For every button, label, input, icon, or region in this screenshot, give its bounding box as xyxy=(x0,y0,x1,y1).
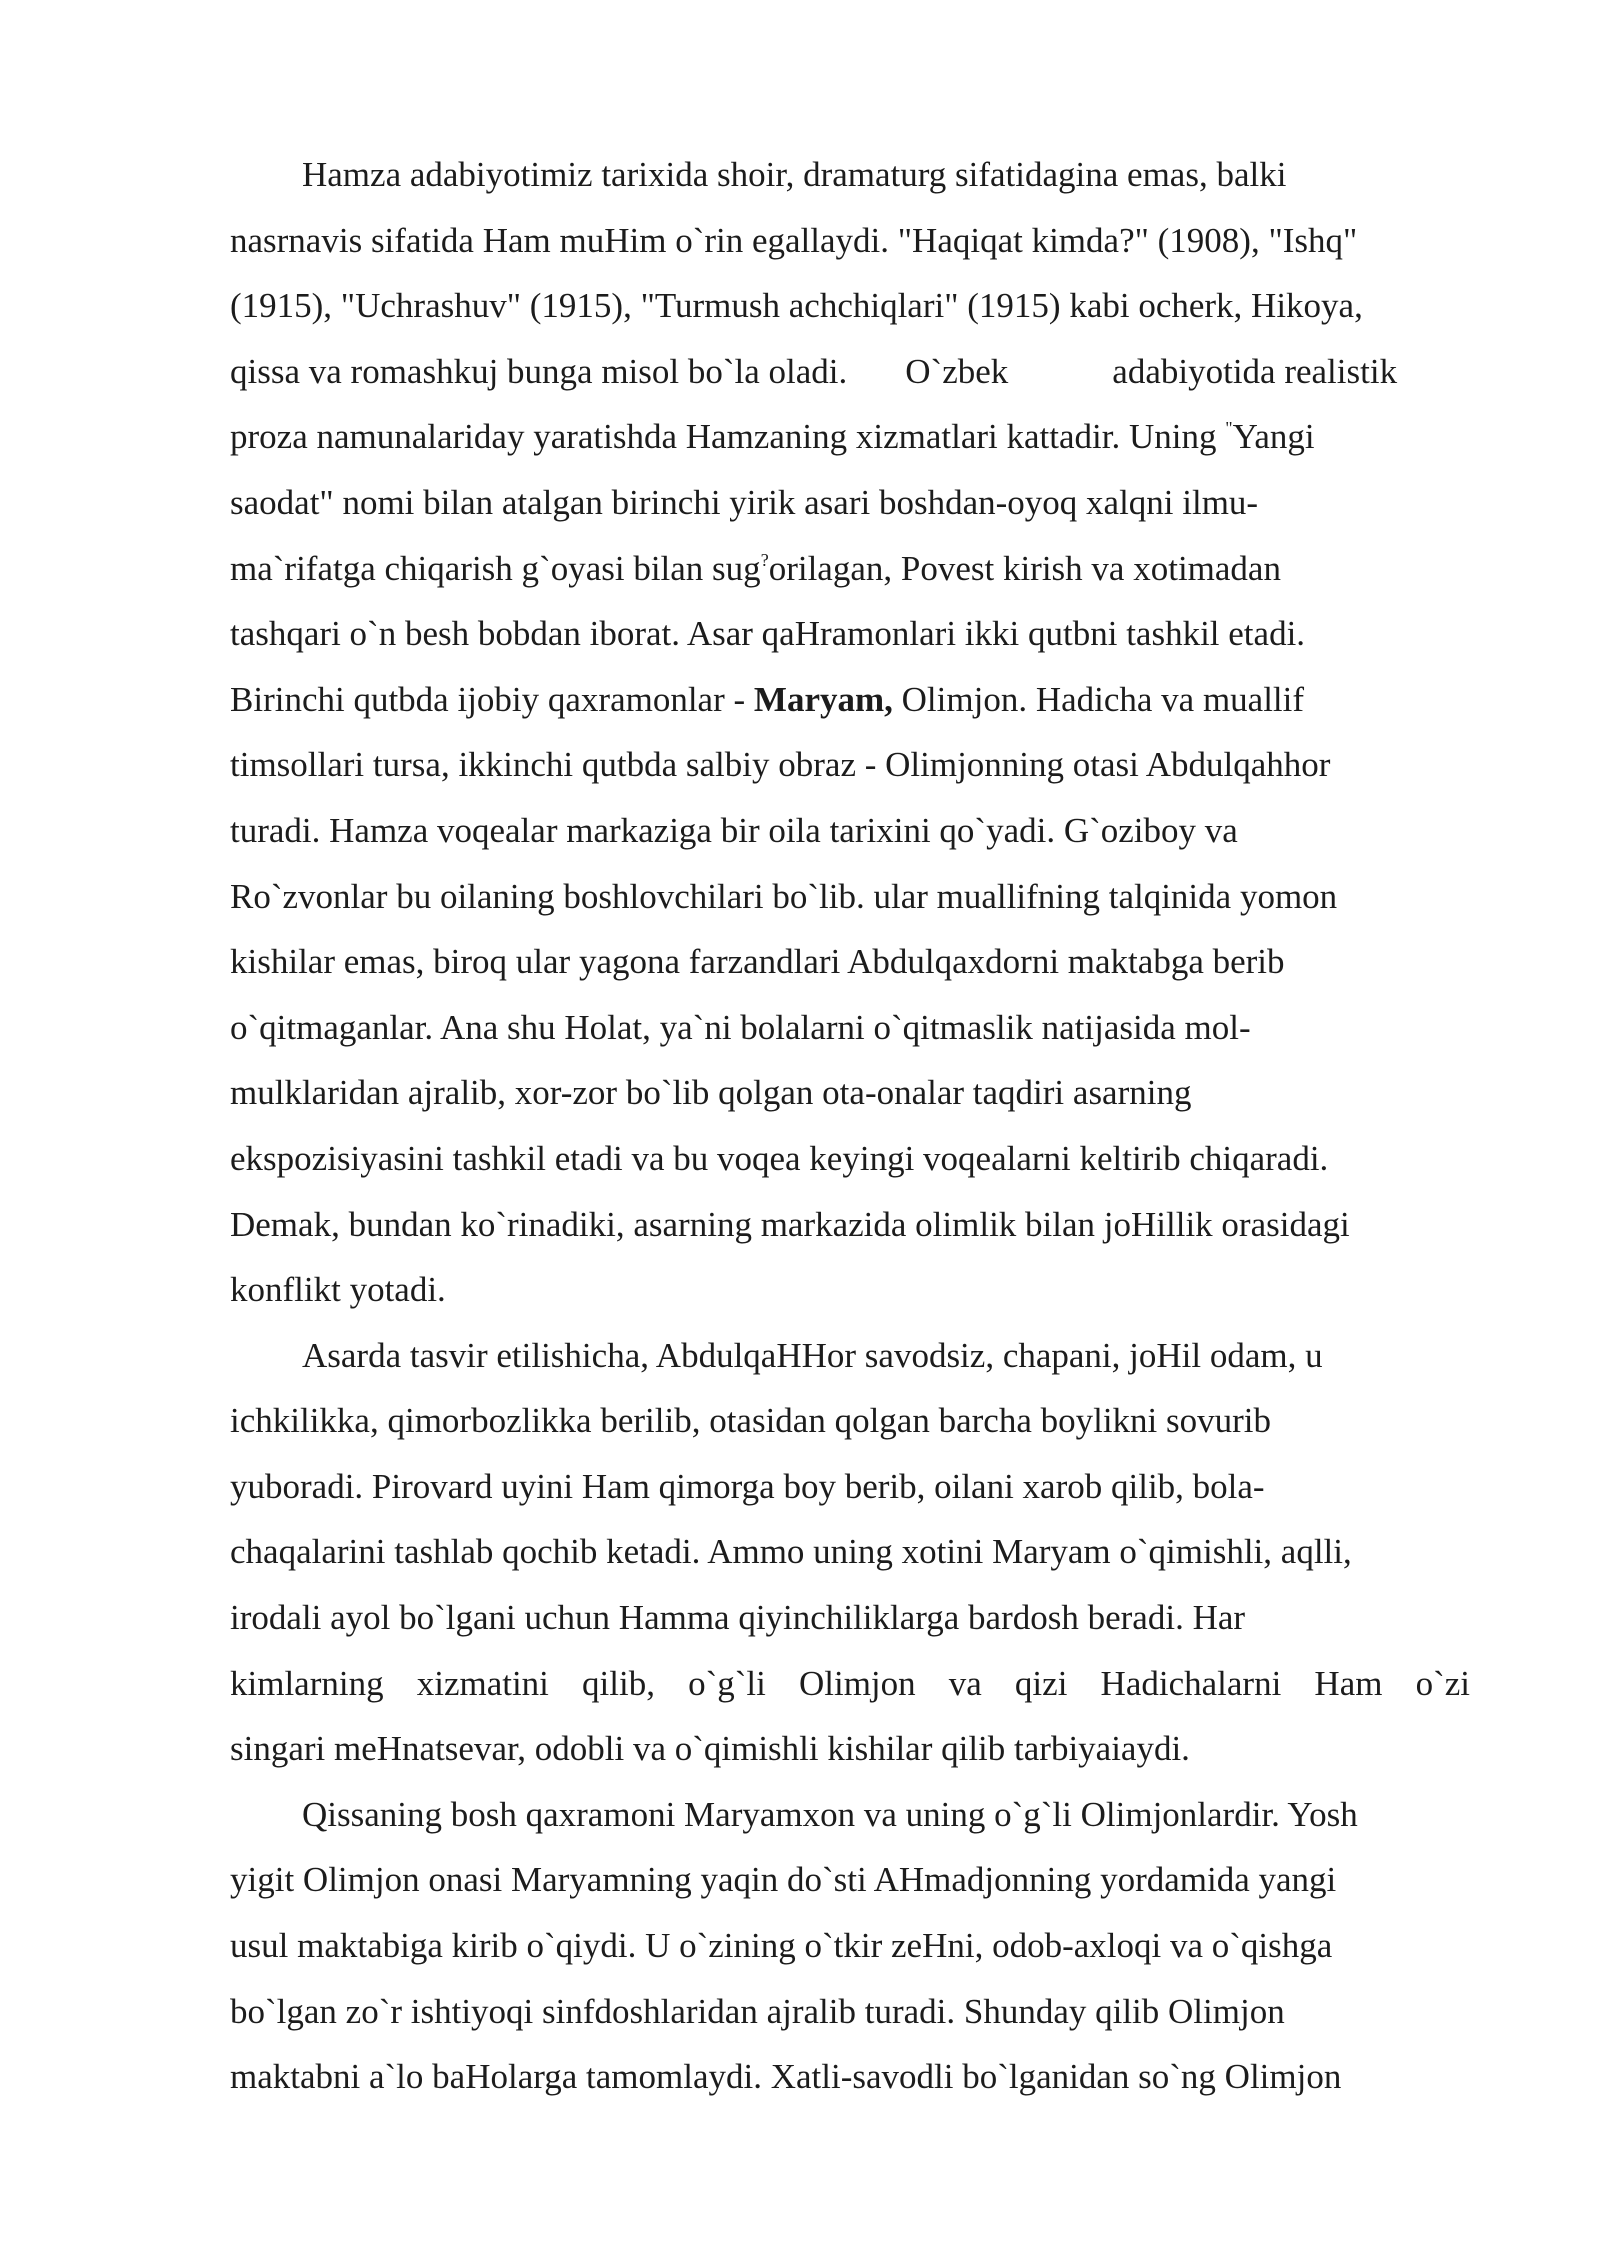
document-body xyxy=(230,142,1470,2110)
text-line: mulklaridan ajralib, xor-zor bo`lib qolgan ota-onalar taqdiri asarning xyxy=(230,1073,1192,1113)
text-segment: adabiyotida realistik xyxy=(1112,351,1398,391)
text-line: bo`lgan zo`r ishtiyoqi sinfdoshlaridan ajralib turadi. Shunday qilib Olimjon xyxy=(230,1991,1285,2031)
text-line: Hamza adabiyotimiz tarixida shoir, dramaturg sifatidagina emas, balki xyxy=(302,155,1287,194)
text-line: Demak, bundan ko`rinadiki, asarning markazida olimlik bilan joHillik orasidagi xyxy=(230,1204,1350,1244)
text-line: o`qitmaganlar. Ana shu Holat, ya`ni bolalarni o`qitmaslik natijasida mol- xyxy=(230,1007,1251,1047)
text-line: tashqari o`n besh bobdan iborat. Asar qaHramonlari ikki qutbni tashkil etadi. xyxy=(230,614,1306,654)
text-line xyxy=(230,339,1470,405)
text-line: yigit Olimjon onasi Maryamning yaqin do`sti AHmadjonning yordamida yangi xyxy=(230,1860,1337,1900)
text-line: saodat" nomi bilan atalgan birinchi yirik asari boshdan-oyoq xalqni ilmu- xyxy=(230,482,1259,522)
text-segment: proza namunalariday yaratishda Hamzaning xizmatlari kattadir. Uning xyxy=(230,417,1226,457)
text-line: nasrnavis sifatida Ham muHim o`rin egallaydi. "Haqiqat kimda?" (1908), "Ishq" xyxy=(230,220,1358,260)
text-segment: qissa va romashkuj bunga misol bo`la oladi. xyxy=(230,351,848,391)
text-line: turadi. Hamza voqealar markaziga bir oila tarixini qo`yadi. G`oziboy va xyxy=(230,810,1238,850)
text-segment: ma`rifatga chiqarish g`oyasi bilan sug xyxy=(230,548,761,588)
text-line: (1915), "Uchrashuv" (1915), "Turmush achchiqlari" (1915) kabi ocherk, Hikoya, xyxy=(230,286,1363,326)
text-line: timsollari tursa, ikkinchi qutbda salbiy obraz - Olimjonning otasi Abdulqahhor xyxy=(230,745,1331,785)
text-segment: O`zbek xyxy=(905,351,1009,391)
text-line: yuboradi. Pirovard uyini Ham qimorga boy berib, oilani xarob qilib, bola- xyxy=(230,1466,1265,1506)
text-line: Qissaning bosh qaxramoni Maryamxon va uning o`g`li Olimjonlardir. Yosh xyxy=(302,1794,1358,1834)
text-line xyxy=(230,536,1470,602)
text-line: chaqalarini tashlab qochib ketadi. Ammo uning xotini Maryam o`qimishli, aqlli, xyxy=(230,1532,1352,1572)
text-line: Ro`zvonlar bu oilaning boshlovchilari bo`lib. ular muallifning talqinida yomon xyxy=(230,876,1338,916)
superscript-mark: ? xyxy=(760,549,769,570)
text-line: konflikt yotadi. xyxy=(230,1270,446,1310)
text-line: irodali ayol bo`lgani uchun Hamma qiyinchiliklarga bardosh beradi. Har xyxy=(230,1598,1246,1638)
text-line xyxy=(230,667,1470,733)
text-line: maktabni a`lo baHolarga tamomlaydi. Xatli-savodli bo`lganidan so`ng Olimjon xyxy=(230,2057,1342,2097)
text-line: ichkilikka, qimorbozlikka berilib, otasidan qolgan barcha boylikni sovurib xyxy=(230,1401,1272,1441)
text-line: kimlarning xizmatini qilib, o`g`li Olimjon va qizi Hadichalarni Ham o`zi xyxy=(230,1663,1470,1703)
text-segment: orilagan, Povest kirish va xotimadan xyxy=(768,548,1281,588)
text-segment: Olimjon. Hadicha va muallif xyxy=(892,679,1305,719)
text-line xyxy=(230,404,1470,470)
text-line: Asarda tasvir etilishicha, AbdulqaHHor savodsiz, chapani, joHil odam, u xyxy=(302,1335,1323,1375)
bold-name: Maryam, xyxy=(753,679,893,719)
text-line: usul maktabiga kirib o`qiydi. U o`zining o`tkir zeHni, odob-axloqi va o`qishga xyxy=(230,1926,1333,1966)
superscript-mark: " xyxy=(1225,418,1233,439)
text-line: kishilar emas, biroq ular yagona farzandlari Abdulqaxdorni maktabga berib xyxy=(230,942,1285,982)
text-segment: Birinchi qutbda ijobiy qaxramonlar - xyxy=(230,679,754,719)
text-line: singari meHnatsevar, odobli va o`qimishli kishilar qilib tarbiyaiaydi. xyxy=(230,1729,1190,1769)
text-line: ekspozisiyasini tashkil etadi va bu voqea keyingi voqealarni keltirib chiqaradi. xyxy=(230,1138,1329,1178)
text-segment: Yangi xyxy=(1232,417,1315,457)
